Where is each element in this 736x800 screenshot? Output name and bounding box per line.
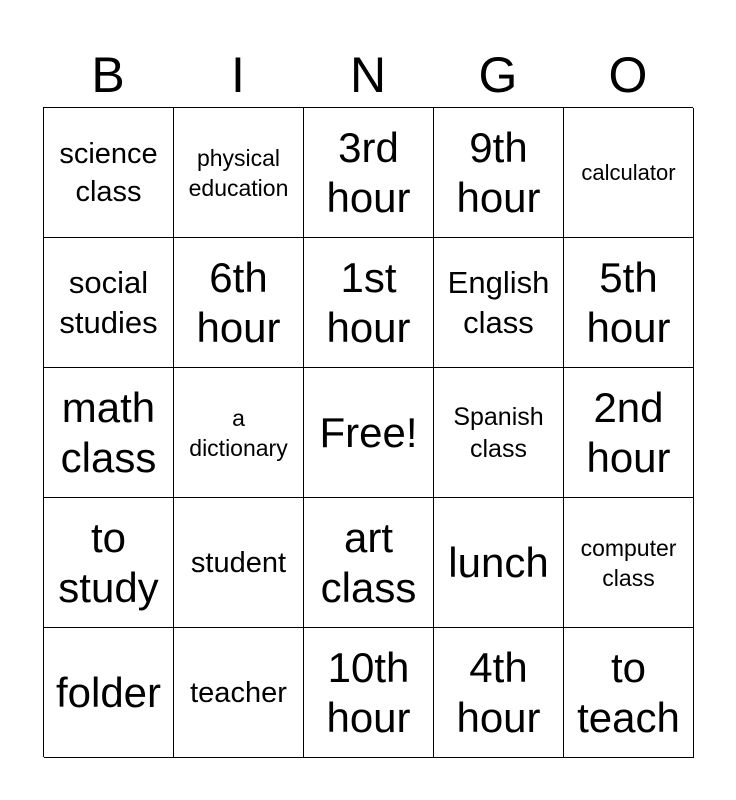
bingo-cell[interactable] xyxy=(44,498,174,628)
bingo-header xyxy=(43,44,693,106)
bingo-cell[interactable] xyxy=(174,628,304,758)
cell-text: to study xyxy=(58,513,159,611)
bingo-cell[interactable] xyxy=(304,238,434,368)
cell-text: student xyxy=(190,546,287,579)
cell-text: 2nd hour xyxy=(586,383,671,481)
cell-text: art class xyxy=(320,513,417,611)
bingo-cell[interactable] xyxy=(44,628,174,758)
header-letter-o: O xyxy=(608,47,648,103)
cell-text: to teach xyxy=(577,643,680,741)
cell-text: folder xyxy=(55,668,162,716)
cell-text: 6th hour xyxy=(196,253,281,351)
header-letter-i: I xyxy=(231,47,245,103)
cell-text: math class xyxy=(60,383,157,481)
cell-text: lunch xyxy=(448,538,549,586)
header-letter-b: B xyxy=(91,47,125,103)
bingo-cell[interactable] xyxy=(44,108,174,238)
cell-text: 4th hour xyxy=(456,643,541,741)
cell-text: 9th hour xyxy=(456,123,541,221)
bingo-cell[interactable] xyxy=(304,368,434,498)
cell-text: 1st hour xyxy=(326,253,411,351)
bingo-cell[interactable] xyxy=(564,498,694,628)
bingo-cell[interactable] xyxy=(564,368,694,498)
bingo-cell[interactable] xyxy=(44,238,174,368)
bingo-cell[interactable] xyxy=(434,368,564,498)
bingo-cell[interactable] xyxy=(434,498,564,628)
cell-text: Spanish class xyxy=(453,402,544,463)
bingo-cell[interactable] xyxy=(564,238,694,368)
bingo-cell[interactable] xyxy=(174,238,304,368)
bingo-grid xyxy=(43,107,693,757)
cell-text: 3rd hour xyxy=(326,123,411,221)
header-letter-g: G xyxy=(478,47,518,103)
bingo-cell[interactable] xyxy=(434,108,564,238)
bingo-cell[interactable] xyxy=(564,628,694,758)
cell-text: English class xyxy=(447,264,550,340)
bingo-cell[interactable] xyxy=(174,108,304,238)
bingo-cell[interactable] xyxy=(44,368,174,498)
bingo-cell[interactable] xyxy=(174,368,304,498)
bingo-cell[interactable] xyxy=(304,628,434,758)
bingo-cell[interactable] xyxy=(564,108,694,238)
bingo-cell[interactable] xyxy=(174,498,304,628)
cell-text: science class xyxy=(59,137,158,208)
cell-text: teacher xyxy=(190,676,287,709)
cell-text: 10th hour xyxy=(326,643,411,741)
cell-text: computer class xyxy=(580,534,677,591)
cell-text: physical education xyxy=(188,144,289,201)
cell-text: social studies xyxy=(59,264,158,340)
bingo-cell[interactable] xyxy=(434,238,564,368)
cell-text: 5th hour xyxy=(586,253,671,351)
bingo-cell[interactable] xyxy=(304,108,434,238)
bingo-cell[interactable] xyxy=(434,628,564,758)
bingo-cell[interactable] xyxy=(304,498,434,628)
header-letter-n: N xyxy=(349,47,387,103)
cell-text: a dictionary xyxy=(189,404,288,461)
cell-text: calculator xyxy=(581,159,676,185)
cell-text: Free! xyxy=(319,408,418,456)
